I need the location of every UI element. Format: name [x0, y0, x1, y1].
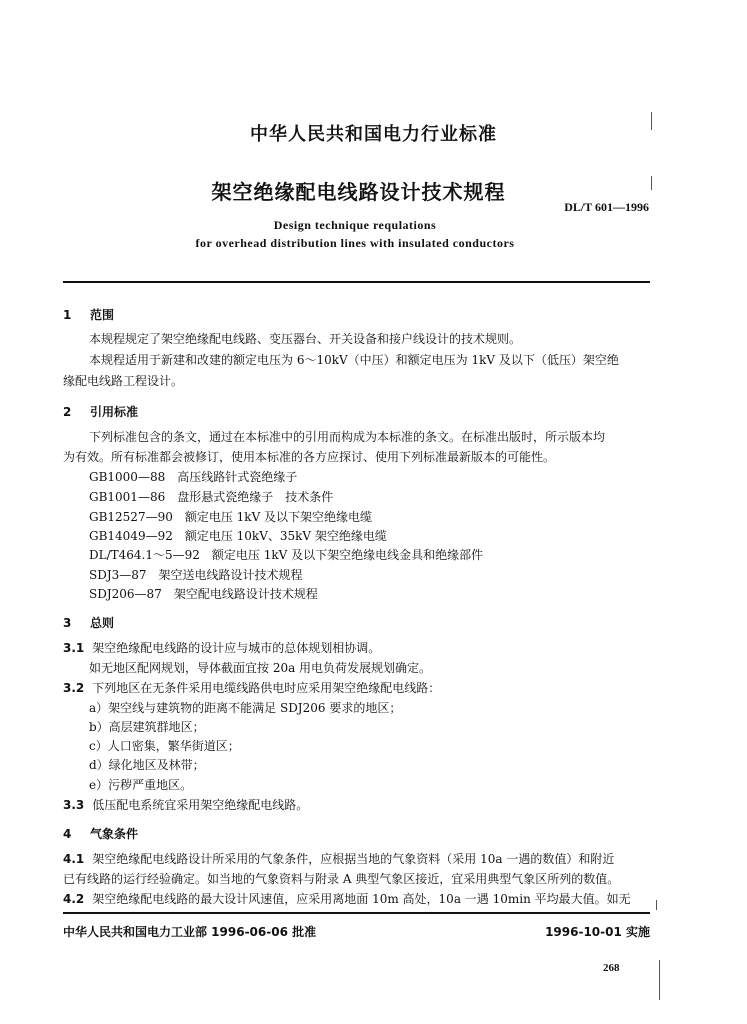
- section-title: 总则: [90, 616, 115, 630]
- section-title: 气象条件: [90, 827, 139, 841]
- clause-3-3: [63, 796, 308, 814]
- reference-item: DL/T464.1～5—92 额定电压 1kV 及以下架空绝缘电线金具和绝缘部件: [89, 548, 484, 562]
- list-item: c）人口密集，繁华街道区；: [89, 739, 240, 753]
- paragraph: 缘配电线路工程设计。: [63, 374, 184, 388]
- paragraph: 本规程规定了架空绝缘配电线路、变压器台、开关设备和接户线设计的技术规则。: [89, 332, 522, 346]
- section-title: 范围: [90, 308, 115, 322]
- standard-code: DL/T 601—1996: [564, 200, 649, 214]
- scan-edge-mark: [656, 900, 657, 910]
- paragraph: 下列标准包含的条文，通过在本标准中的引用而构成为本标准的条文。在标准出版时，所示版本均: [89, 430, 606, 444]
- section-title: 引用标准: [90, 405, 139, 419]
- page-number: 268: [603, 962, 620, 974]
- effective-date: 1996-10-01 实施: [545, 925, 650, 939]
- scan-edge-mark: [659, 960, 660, 1000]
- reference-item: SDJ3—87 架空送电线路设计技术规程: [89, 568, 303, 582]
- footer-rule: [63, 912, 650, 914]
- paragraph: 本规程适用于新建和改建的额定电压为 6～10kV（中压）和额定电压为 1kV 及以下（低压）架空绝: [89, 353, 619, 367]
- list-item: a）架空线与建筑物的距离不能满足 SDJ206 要求的地区；: [89, 701, 402, 715]
- clause-number: 4.1: [63, 852, 85, 866]
- paragraph: 如无地区配网规划，导体截面宜按 20a 用电负荷发展规划确定。: [89, 661, 432, 675]
- clause-number: 3.2: [63, 681, 85, 695]
- english-title-line-2: for overhead distribution lines with insulated conductors: [195, 236, 515, 250]
- reference-item: GB1001—86 盘形悬式瓷绝缘子 技术条件: [89, 490, 334, 504]
- list-item: d）绿化地区及林带；: [89, 758, 205, 772]
- section-number: 1: [63, 308, 72, 322]
- paragraph: 为有效。所有标准都会被修订，使用本标准的各方应探讨、使用下列标准最新版本的可能性。: [63, 450, 556, 464]
- approval-note: 中华人民共和国电力工业部 1996-06-06 批准: [63, 925, 317, 939]
- section-2-heading: [63, 403, 138, 420]
- reference-item: GB1000—88 高压线路针式瓷绝缘子: [89, 470, 298, 484]
- reference-item: SDJ206—87 架空配电线路设计技术规程: [89, 587, 318, 601]
- section-4-heading: [63, 825, 138, 842]
- clause-4-2: [63, 890, 631, 908]
- clause-number: 3.1: [63, 641, 85, 655]
- clause-text: 架空绝缘配电线路的设计应与城市的总体规划相协调。: [92, 641, 381, 655]
- clause-3-2: [63, 679, 440, 697]
- clause-text: 架空绝缘配电线路的最大设计风速值，应采用离地面 10m 高处，10a 一遇 10min 平均最大值。如无: [92, 892, 631, 906]
- clause-3-1: [63, 639, 380, 657]
- issuing-organization: 中华人民共和国电力行业标准: [250, 124, 497, 145]
- header-rule: [63, 281, 650, 283]
- clause-number: 4.2: [63, 892, 85, 906]
- list-item: b）高层建筑群地区；: [89, 720, 205, 734]
- clause-text: 低压配电系统宜采用架空绝缘配电线路。: [92, 798, 309, 812]
- clause-4-1: [63, 850, 614, 868]
- paragraph: 已有线路的运行经验确定。如当地的气象资料与附录 A 典型气象区接近，宜采用典型气象区所列的数值。: [63, 872, 620, 886]
- reference-item: GB12527—90 额定电压 1kV 及以下架空绝缘电缆: [89, 510, 373, 524]
- clause-text: 下列地区在无条件采用电缆线路供电时应采用架空绝缘配电线路：: [92, 681, 441, 695]
- section-number: 3: [63, 616, 72, 630]
- section-number: 2: [63, 405, 72, 419]
- clause-text: 架空绝缘配电线路设计所采用的气象条件，应根据当地的气象资料（采用 10a 一遇的数值）和附近: [92, 852, 615, 866]
- list-item: e）污秽严重地区。: [89, 778, 193, 792]
- english-title-line-1: Design technique requlations: [273, 218, 437, 232]
- section-number: 4: [63, 827, 72, 841]
- clause-number: 3.3: [63, 798, 85, 812]
- reference-item: GB14049—92 额定电压 10kV、35kV 架空绝缘电缆: [89, 529, 387, 543]
- section-1-heading: [63, 306, 114, 323]
- section-3-heading: [63, 614, 114, 631]
- document-title: 架空绝缘配电线路设计技术规程: [211, 180, 506, 204]
